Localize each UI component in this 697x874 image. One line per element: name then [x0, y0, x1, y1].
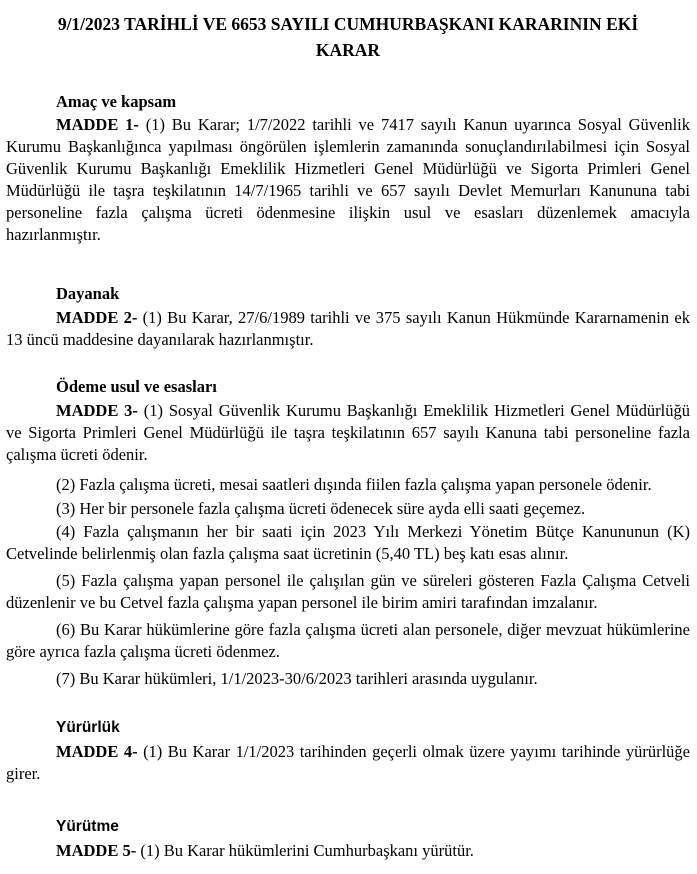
article-1-paragraph-1: [6, 114, 690, 246]
article-3-paragraph-5: (5) Fazla çalışma yapan personel ile çalışılan gün ve süreleri gösteren Fazla Çalışma Cetveli düzenlenir ve bu Cetvel fazla çalışma yapan personel ile birim amiri tarafından imzalanır.: [6, 571, 690, 612]
article-3-paragraph-3: (3) Her bir personele fazla çalışma ücreti ödenecek süre ayda elli saati geçemez.: [56, 499, 586, 518]
article-1-label: MADDE 1-: [56, 115, 139, 134]
article-3-paragraph-7: (7) Bu Karar hükümleri, 1/1/2023-30/6/2023 tarihleri arasında uygulanır.: [56, 669, 538, 688]
article-2-paragraph-1: [6, 307, 690, 351]
article-4-label: MADDE 4-: [56, 742, 138, 761]
article-3-label: MADDE 3-: [56, 401, 138, 420]
article-1-text: (1) Bu Karar; 1/7/2022 tarihli ve 7417 sayılı Kanun uyarınca Sosyal Güvenlik Kurumu Başkanlığınca yapılması öngörülen işlemlerin zamanında sonuçlandırılabilmesi için Sosyal Güvenlik Kurumu Başkanlığı Emeklilik Hizmetleri Genel Müdürlüğü ve Sigorta Primleri Genel Müdürlüğü ile taşra teşkilatının 14/7/1965 tarihli ve 657 sayılı Devlet Memurları Kanununa tabi personeline fazla çalışma ücreti ödenmesine ilişkin usul ve esasları düzenlemek amacıyla hazırlanmıştır.: [6, 115, 691, 244]
article-4-text: (1) Bu Karar 1/1/2023 tarihinden geçerli olmak üzere yayımı tarihinde yürürlüğe girer.: [6, 742, 690, 783]
article-4-paragraph-1: [6, 741, 690, 785]
article-3-paragraph-2: (2) Fazla çalışma ücreti, mesai saatleri dışında fiilen fazla çalışma yapan personele ödenir.: [56, 475, 652, 494]
article-3-paragraph-4: (4) Fazla çalışmanın her bir saati için 2023 Yılı Merkezi Yönetim Bütçe Kanununun (K) Cetvelinde belirlenmiş olan fazla çalışma saat ücretinin (5,40 TL) beş katı esas alınır.: [6, 522, 690, 563]
article-2-label: MADDE 2-: [56, 308, 138, 327]
article-5-label: MADDE 5-: [56, 841, 137, 860]
section-heading-yururluk: Yürürlük: [56, 719, 120, 736]
section-heading-yurutme: Yürütme: [56, 818, 119, 835]
section-heading-odeme: Ödeme usul ve esasları: [56, 377, 217, 396]
document-title-line-2: KARAR: [315, 40, 381, 60]
document-title-line-1: 9/1/2023 TARİHLİ VE 6653 SAYILI CUMHURBAŞKANI KARARININ EKİ: [57, 14, 639, 34]
article-3-text-1: (1) Sosyal Güvenlik Kurumu Başkanlığı Emeklilik Hizmetleri Genel Müdürlüğü ve Sigorta Primleri Genel Müdürlüğü ile taşra teşkilatının 657 sayılı Kanuna tabi personeline fazla çalışma ücreti ödenir.: [6, 401, 690, 464]
section-heading-amac: Amaç ve kapsam: [56, 92, 177, 111]
article-2-text: (1) Bu Karar, 27/6/1989 tarihli ve 375 sayılı Kanun Hükmünde Kararnamenin ek 13 üncü maddesine dayanılarak hazırlanmıştır.: [6, 308, 690, 349]
article-5-text: (1) Bu Karar hükümlerini Cumhurbaşkanı yürütür.: [140, 841, 474, 860]
article-3-paragraph-6: (6) Bu Karar hükümlerine göre fazla çalışma ücreti alan personele, diğer mevzuat hükümlerine göre ayrıca fazla çalışma ücreti ödenmez.: [6, 620, 690, 661]
section-heading-dayanak: Dayanak: [56, 284, 120, 303]
article-3-paragraph-1: [6, 400, 690, 466]
article-5-paragraph-1: [6, 840, 690, 862]
